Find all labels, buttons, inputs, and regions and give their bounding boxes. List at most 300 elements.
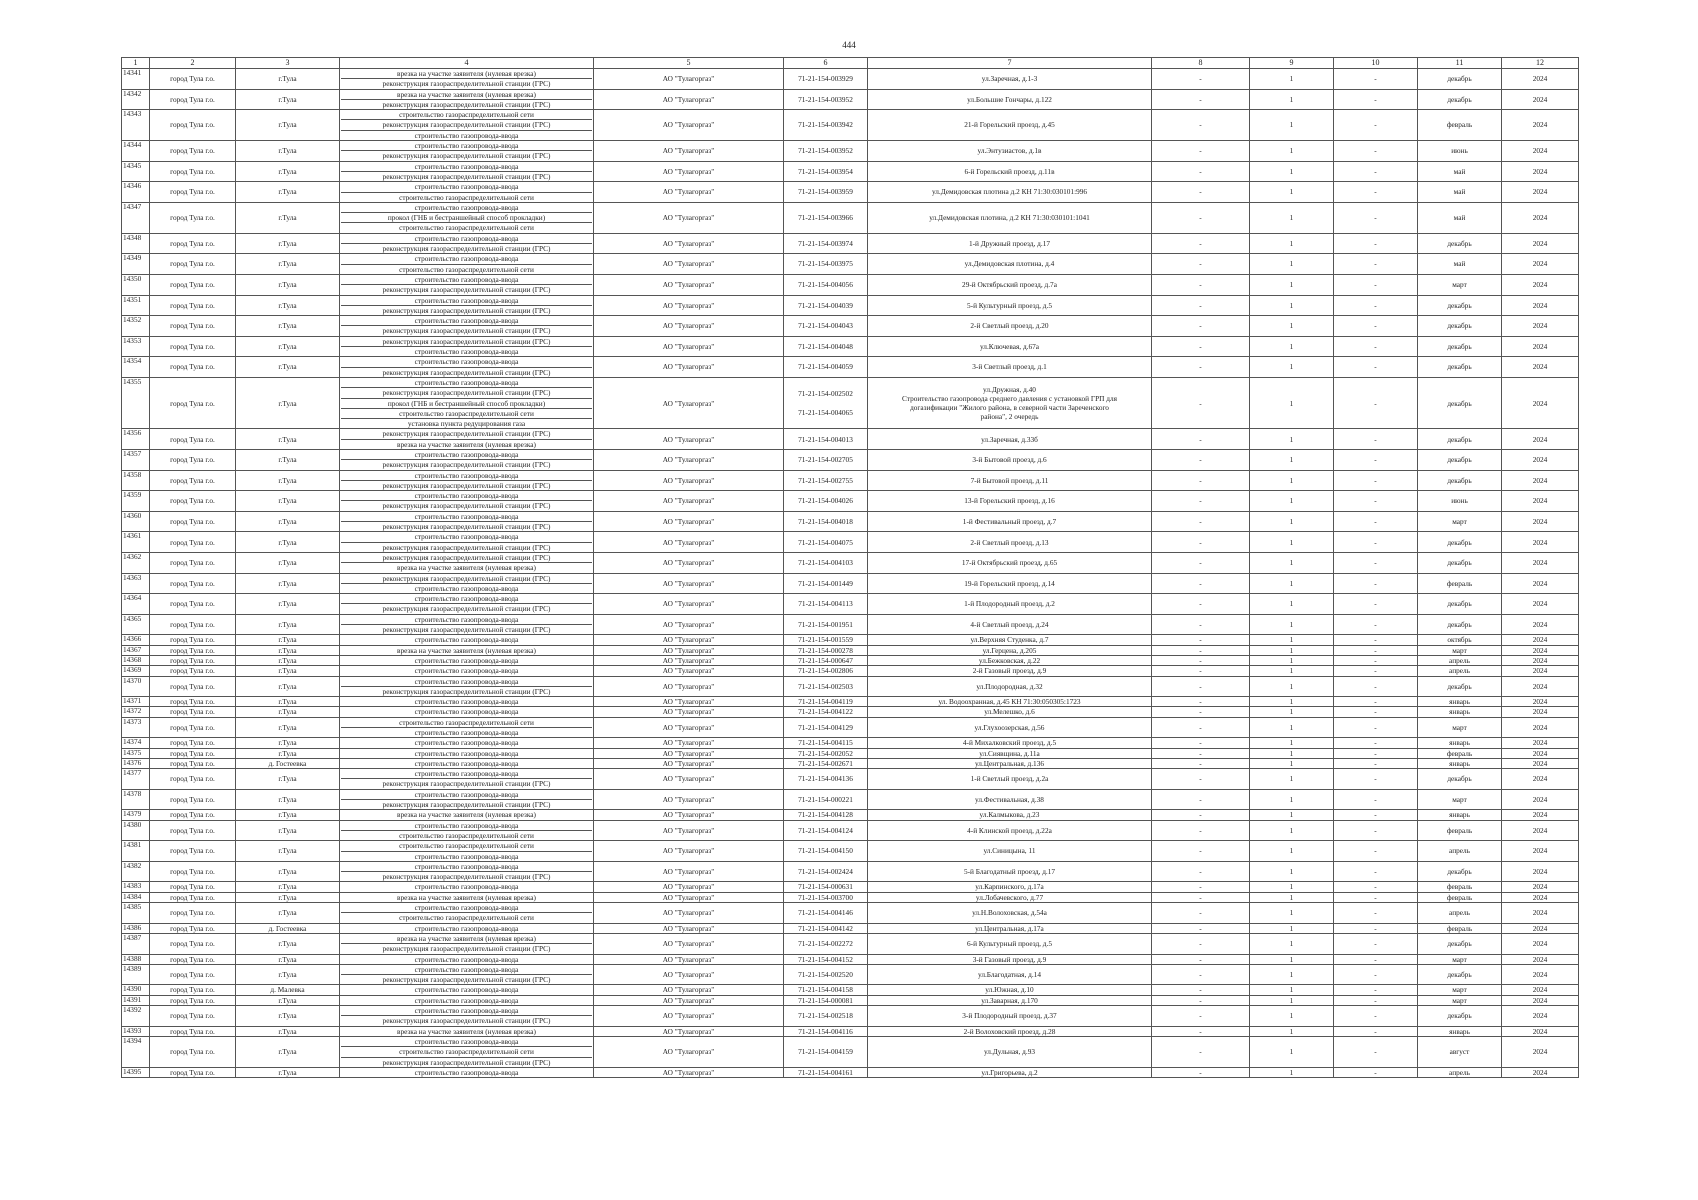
row-number-cell: 14380 [122, 820, 150, 841]
code-cell-line: 71-21-154-004129 [798, 722, 853, 732]
year-cell: 2024 [1502, 985, 1579, 995]
works-cell [340, 511, 594, 532]
works-cell-line: строительство газопровода-ввода [414, 377, 519, 387]
works-cell [340, 933, 594, 954]
address-cell-line: ул.Плодородная, д.32 [976, 681, 1043, 691]
row-number-cell: 14365 [122, 614, 150, 635]
address-cell-line: 3-й Бытовой проезд, д.6 [972, 455, 1047, 465]
table-row [122, 717, 1579, 738]
col9-cell: 1 [1250, 841, 1334, 862]
address-cell-line: ул.Энтузиастов, д.1в [977, 146, 1042, 156]
locality-cell: г.Тула [236, 717, 340, 738]
organization-cell: АО "Тулагоргаз" [594, 985, 784, 995]
col8-cell: - [1152, 964, 1250, 985]
month-cell: март [1418, 789, 1502, 810]
col10-cell: - [1334, 254, 1418, 275]
works-cell [340, 182, 594, 203]
year-cell: 2024 [1502, 274, 1579, 295]
works-cell-line: строительство газопровода-ввода [341, 130, 592, 140]
address-cell [868, 573, 1152, 594]
row-number-cell: 14375 [122, 748, 150, 758]
organization-cell: АО "Тулагоргаз" [594, 933, 784, 954]
address-cell-line: ул.Герцена, д.205 [982, 645, 1037, 655]
works-cell-line: строительство газопровода-ввода [414, 357, 519, 367]
header-cell: 4 [340, 58, 594, 69]
organization-cell: АО "Тулагоргаз" [594, 954, 784, 964]
year-cell: 2024 [1502, 532, 1579, 553]
col9-cell: 1 [1250, 995, 1334, 1005]
address-cell-line: ул.Бежковская, д.22 [978, 655, 1041, 665]
organization-cell: АО "Тулагоргаз" [594, 336, 784, 357]
col8-cell: - [1152, 892, 1250, 902]
header-cell: 12 [1502, 58, 1579, 69]
col8-cell: - [1152, 954, 1250, 964]
municipality-cell: город Тула г.о. [150, 449, 236, 470]
row-number-cell: 14357 [122, 449, 150, 470]
municipality-cell: город Тула г.о. [150, 892, 236, 902]
address-cell [868, 1026, 1152, 1036]
address-cell-line: 5-й Культурный проезд, д.5 [967, 300, 1052, 310]
works-cell-line: врезка на участке заявителя (нулевая врезка) [397, 933, 536, 943]
code-cell-line: 71-21-154-002502 [798, 389, 853, 399]
table-row [122, 738, 1579, 748]
table-row [122, 316, 1579, 337]
municipality-cell: город Тула г.о. [150, 861, 236, 882]
locality-cell: г.Тула [236, 655, 340, 665]
works-cell-line: реконструкция газораспределительной станции (ГРС) [341, 150, 592, 160]
address-cell [868, 666, 1152, 676]
year-cell: 2024 [1502, 511, 1579, 532]
gas-works-table [121, 57, 1579, 1078]
works-cell-line: врезка на участке заявителя (нулевая врезка) [341, 439, 592, 449]
col9-cell: 1 [1250, 141, 1334, 162]
row-number-cell: 14343 [122, 110, 150, 141]
code-cell-line: 71-21-154-003975 [798, 259, 853, 269]
col10-cell: - [1334, 449, 1418, 470]
table-row [122, 820, 1579, 841]
works-cell [340, 769, 594, 790]
code-cell [784, 182, 868, 203]
municipality-cell: город Тула г.о. [150, 707, 236, 717]
address-cell [868, 336, 1152, 357]
month-cell: июнь [1418, 141, 1502, 162]
works-cell-line: строительство газопровода-ввода [414, 676, 519, 686]
year-cell: 2024 [1502, 573, 1579, 594]
col8-cell: - [1152, 89, 1250, 110]
col9-cell: 1 [1250, 573, 1334, 594]
code-cell-line: 71-21-154-000647 [798, 655, 853, 665]
col8-cell: - [1152, 789, 1250, 810]
works-cell-line: реконструкция газораспределительной станции (ГРС) [341, 243, 592, 253]
address-cell [868, 923, 1152, 933]
year-cell: 2024 [1502, 377, 1579, 428]
address-cell-line: ул.Демидовская плотина д.2 КН 71:30:030101:996 [931, 187, 1088, 197]
address-cell-line: ул.Дружная, д.40 [983, 384, 1036, 394]
address-cell [868, 892, 1152, 902]
organization-cell: АО "Тулагоргаз" [594, 511, 784, 532]
year-cell: 2024 [1502, 645, 1579, 655]
col10-cell: - [1334, 707, 1418, 717]
code-cell [784, 645, 868, 655]
municipality-cell: город Тула г.о. [150, 635, 236, 645]
works-cell-line: строительство газопровода-ввода [414, 511, 519, 521]
col9-cell: 1 [1250, 1026, 1334, 1036]
municipality-cell: город Тула г.о. [150, 1067, 236, 1077]
works-cell [340, 841, 594, 862]
table-row [122, 552, 1579, 573]
col8-cell: - [1152, 820, 1250, 841]
table-row [122, 841, 1579, 862]
works-cell-line: строительство газопровода-ввода [414, 161, 519, 171]
row-number-cell: 14377 [122, 769, 150, 790]
code-cell [784, 923, 868, 933]
month-cell: август [1418, 1036, 1502, 1067]
works-cell-line: строительство газопровода-ввода [414, 182, 519, 192]
municipality-cell: город Тула г.о. [150, 676, 236, 697]
code-cell-line: 71-21-154-002806 [798, 666, 853, 676]
works-cell [340, 69, 594, 90]
header-cell: 11 [1418, 58, 1502, 69]
table-row [122, 470, 1579, 491]
year-cell: 2024 [1502, 635, 1579, 645]
col9-cell: 1 [1250, 336, 1334, 357]
month-cell: январь [1418, 697, 1502, 707]
col8-cell: - [1152, 274, 1250, 295]
code-cell-line: 71-21-154-004136 [798, 774, 853, 784]
municipality-cell: город Тула г.о. [150, 110, 236, 141]
col8-cell: - [1152, 449, 1250, 470]
code-cell-line: 71-21-154-003952 [798, 94, 853, 104]
works-cell-line: строительство газопровода-ввода [414, 316, 519, 326]
year-cell: 2024 [1502, 1067, 1579, 1077]
code-cell [784, 1006, 868, 1027]
code-cell [784, 316, 868, 337]
works-cell-line: строительство газопровода-ввода [414, 449, 519, 459]
locality-cell: г.Тула [236, 316, 340, 337]
col8-cell: - [1152, 233, 1250, 254]
col9-cell: 1 [1250, 552, 1334, 573]
works-cell [340, 316, 594, 337]
works-cell-line: врезка на участке заявителя (нулевая врезка) [397, 1026, 536, 1036]
code-cell [784, 892, 868, 902]
code-cell-line: 71-21-154-003929 [798, 74, 853, 84]
works-cell [340, 645, 594, 655]
address-cell [868, 511, 1152, 532]
organization-cell: АО "Тулагоргаз" [594, 141, 784, 162]
month-cell: март [1418, 985, 1502, 995]
row-number-cell: 14347 [122, 202, 150, 233]
code-cell-line: 71-21-154-002755 [798, 475, 853, 485]
works-cell-line: строительство газораспределительной сети [399, 110, 534, 120]
col10-cell: - [1334, 882, 1418, 892]
year-cell: 2024 [1502, 491, 1579, 512]
locality-cell: г.Тула [236, 594, 340, 615]
col10-cell: - [1334, 861, 1418, 882]
organization-cell: АО "Тулагоргаз" [594, 161, 784, 182]
col9-cell: 1 [1250, 758, 1334, 768]
row-number-cell: 14388 [122, 954, 150, 964]
month-cell: декабрь [1418, 357, 1502, 378]
works-cell-line: врезка на участке заявителя (нулевая врезка) [397, 645, 536, 655]
month-cell: декабрь [1418, 532, 1502, 553]
col8-cell: - [1152, 429, 1250, 450]
address-cell [868, 141, 1152, 162]
works-cell-line: строительство газопровода-ввода [341, 851, 592, 861]
col9-cell: 1 [1250, 491, 1334, 512]
address-cell [868, 655, 1152, 665]
month-cell: октябрь [1418, 635, 1502, 645]
col8-cell: - [1152, 316, 1250, 337]
col10-cell: - [1334, 645, 1418, 655]
organization-cell: АО "Тулагоргаз" [594, 182, 784, 203]
organization-cell: АО "Тулагоргаз" [594, 645, 784, 655]
works-cell-line: строительство газопровода-ввода [341, 346, 592, 356]
organization-cell: АО "Тулагоргаз" [594, 254, 784, 275]
col10-cell: - [1334, 985, 1418, 995]
municipality-cell: город Тула г.о. [150, 254, 236, 275]
address-cell-line: ул.Демидовская плотина, д.2 КН 71:30:030101:1041 [929, 213, 1090, 223]
works-cell-line: реконструкция газораспределительной станции (ГРС) [341, 387, 592, 397]
code-cell [784, 429, 868, 450]
address-cell [868, 491, 1152, 512]
works-cell [340, 1006, 594, 1027]
address-cell [868, 861, 1152, 882]
address-cell-line: 3-й Светлый проезд, д.1 [972, 362, 1047, 372]
year-cell: 2024 [1502, 995, 1579, 1005]
code-cell [784, 697, 868, 707]
header-cell: 1 [122, 58, 150, 69]
col8-cell: - [1152, 69, 1250, 90]
address-cell-line: 13-й Горельский проезд, д.16 [964, 496, 1055, 506]
table-row [122, 295, 1579, 316]
municipality-cell: город Тула г.о. [150, 985, 236, 995]
code-cell-line: 71-21-154-001449 [798, 578, 853, 588]
month-cell: май [1418, 254, 1502, 275]
works-cell-line: строительство газопровода-ввода [414, 964, 519, 974]
organization-cell: АО "Тулагоргаз" [594, 295, 784, 316]
works-cell [340, 810, 594, 820]
col10-cell: - [1334, 697, 1418, 707]
col10-cell: - [1334, 470, 1418, 491]
works-cell-line: строительство газопровода-ввода [414, 1067, 519, 1077]
works-cell-line: реконструкция газораспределительной станции (ГРС) [341, 119, 592, 129]
code-cell-line: 71-21-154-002424 [798, 867, 853, 876]
year-cell: 2024 [1502, 110, 1579, 141]
address-cell-line: 4-й Михалковский проезд, д.5 [962, 738, 1057, 748]
works-cell-line: реконструкция газораспределительной станции (ГРС) [341, 521, 592, 531]
col9-cell: 1 [1250, 1006, 1334, 1027]
col8-cell: - [1152, 738, 1250, 748]
works-cell [340, 655, 594, 665]
col9-cell: 1 [1250, 110, 1334, 141]
row-number-cell: 14345 [122, 161, 150, 182]
municipality-cell: город Тула г.о. [150, 491, 236, 512]
row-number-cell: 14363 [122, 573, 150, 594]
month-cell: декабрь [1418, 676, 1502, 697]
works-cell-line: строительство газораспределительной сети [341, 912, 592, 922]
table-row [122, 892, 1579, 902]
table-row [122, 1026, 1579, 1036]
code-cell-line: 71-21-154-004142 [798, 923, 853, 933]
address-cell-line: Строительство газопровода среднего давления с установкой ГРП для [902, 393, 1117, 403]
col8-cell: - [1152, 758, 1250, 768]
col8-cell: - [1152, 202, 1250, 233]
municipality-cell: город Тула г.о. [150, 923, 236, 933]
works-cell-line: реконструкция газораспределительной станции (ГРС) [341, 305, 592, 315]
col9-cell: 1 [1250, 645, 1334, 655]
works-cell [340, 707, 594, 717]
row-number-cell: 14372 [122, 707, 150, 717]
col8-cell: - [1152, 110, 1250, 141]
code-cell [784, 903, 868, 924]
works-cell-line: реконструкция газораспределительной станции (ГРС) [341, 974, 592, 984]
table-row [122, 182, 1579, 203]
locality-cell: г.Тула [236, 161, 340, 182]
month-cell: июнь [1418, 491, 1502, 512]
col8-cell: - [1152, 1026, 1250, 1036]
address-cell-line: ул.Глухоозерская, д.56 [974, 722, 1045, 732]
municipality-cell: город Тула г.о. [150, 336, 236, 357]
table-row [122, 666, 1579, 676]
code-cell-line: 71-21-154-003974 [798, 238, 853, 248]
col10-cell: - [1334, 954, 1418, 964]
month-cell: декабрь [1418, 69, 1502, 90]
works-cell [340, 470, 594, 491]
code-cell [784, 841, 868, 862]
year-cell: 2024 [1502, 233, 1579, 254]
works-cell-line: строительство газопровода-ввода [414, 748, 519, 758]
municipality-cell: город Тула г.о. [150, 789, 236, 810]
code-cell [784, 1067, 868, 1077]
row-number-cell: 14373 [122, 717, 150, 738]
locality-cell: г.Тула [236, 182, 340, 203]
row-number-cell: 14366 [122, 635, 150, 645]
col8-cell: - [1152, 182, 1250, 203]
municipality-cell: город Тула г.о. [150, 357, 236, 378]
col10-cell: - [1334, 89, 1418, 110]
col9-cell: 1 [1250, 182, 1334, 203]
municipality-cell: город Тула г.о. [150, 161, 236, 182]
code-cell-line: 71-21-154-000278 [798, 645, 853, 655]
works-cell-line: строительство газопровода-ввода [414, 995, 519, 1005]
organization-cell: АО "Тулагоргаз" [594, 707, 784, 717]
organization-cell: АО "Тулагоргаз" [594, 357, 784, 378]
code-cell-line: 71-21-154-004116 [798, 1026, 853, 1036]
address-cell-line: 17-й Октябрьский проезд, д.65 [961, 558, 1058, 568]
code-cell-line: 71-21-154-004039 [798, 300, 853, 310]
locality-cell: г.Тула [236, 532, 340, 553]
code-cell [784, 89, 868, 110]
municipality-cell: город Тула г.о. [150, 933, 236, 954]
municipality-cell: город Тула г.о. [150, 532, 236, 553]
row-number-cell: 14389 [122, 964, 150, 985]
works-cell [340, 233, 594, 254]
code-cell [784, 964, 868, 985]
locality-cell: г.Тула [236, 645, 340, 655]
row-number-cell: 14352 [122, 316, 150, 337]
month-cell: декабрь [1418, 89, 1502, 110]
locality-cell: г.Тула [236, 820, 340, 841]
col9-cell: 1 [1250, 470, 1334, 491]
table-row [122, 274, 1579, 295]
address-cell [868, 738, 1152, 748]
row-number-cell: 14392 [122, 1006, 150, 1027]
organization-cell: АО "Тулагоргаз" [594, 470, 784, 491]
col8-cell: - [1152, 377, 1250, 428]
works-cell-line: строительство газопровода-ввода [414, 738, 519, 748]
works-cell-line: строительство газопровода-ввода [414, 697, 519, 707]
locality-cell: г.Тула [236, 635, 340, 645]
locality-cell: г.Тула [236, 995, 340, 1005]
locality-cell: г.Тула [236, 861, 340, 882]
table-row [122, 429, 1579, 450]
code-cell-line: 71-21-154-004103 [798, 558, 853, 568]
code-cell-line: 71-21-154-002705 [798, 455, 853, 465]
works-cell-line: строительство газопровода-ввода [341, 583, 592, 593]
col9-cell: 1 [1250, 789, 1334, 810]
organization-cell: АО "Тулагоргаз" [594, 995, 784, 1005]
month-cell: март [1418, 954, 1502, 964]
month-cell: март [1418, 717, 1502, 738]
month-cell: декабрь [1418, 449, 1502, 470]
month-cell: март [1418, 645, 1502, 655]
works-cell-line: строительство газораспределительной сети [341, 222, 592, 232]
year-cell: 2024 [1502, 717, 1579, 738]
locality-cell: г.Тула [236, 336, 340, 357]
code-cell-line: 71-21-154-002518 [798, 1011, 853, 1021]
address-cell [868, 594, 1152, 615]
col10-cell: - [1334, 429, 1418, 450]
works-cell-line: строительство газопровода-ввода [414, 954, 519, 964]
col8-cell: - [1152, 1006, 1250, 1027]
locality-cell: г.Тула [236, 954, 340, 964]
works-cell [340, 985, 594, 995]
year-cell: 2024 [1502, 316, 1579, 337]
address-cell-line: 2-й Светлый проезд, д.13 [970, 537, 1049, 547]
table-row [122, 1006, 1579, 1027]
header-cell: 7 [868, 58, 1152, 69]
address-cell-line: 29-й Октябрьский проезд, д.7а [962, 280, 1057, 290]
code-cell-line: 71-21-154-003959 [798, 187, 853, 197]
address-cell [868, 676, 1152, 697]
col9-cell: 1 [1250, 511, 1334, 532]
col9-cell: 1 [1250, 769, 1334, 790]
locality-cell: г.Тула [236, 676, 340, 697]
header-cell: 2 [150, 58, 236, 69]
works-cell-line: строительство газопровода-ввода [414, 769, 519, 779]
col8-cell: - [1152, 635, 1250, 645]
code-cell-line: 71-21-154-004124 [798, 825, 853, 835]
col8-cell: - [1152, 511, 1250, 532]
municipality-cell: город Тула г.о. [150, 964, 236, 985]
row-number-cell: 14351 [122, 295, 150, 316]
address-cell-line: 7-й Бытовой проезд, д.11 [970, 475, 1049, 485]
year-cell: 2024 [1502, 666, 1579, 676]
locality-cell: г.Тула [236, 964, 340, 985]
locality-cell: г.Тула [236, 666, 340, 676]
address-cell [868, 69, 1152, 90]
col10-cell: - [1334, 666, 1418, 676]
col10-cell: - [1334, 1006, 1418, 1027]
address-cell-line: ул.Южная, д.10 [985, 985, 1034, 995]
works-cell-line: реконструкция газораспределительной станции (ГРС) [341, 603, 592, 613]
locality-cell: г.Тула [236, 357, 340, 378]
row-number-cell: 14384 [122, 892, 150, 902]
works-cell-line: строительство газопровода-ввода [414, 532, 519, 542]
row-number-cell: 14379 [122, 810, 150, 820]
table-row [122, 903, 1579, 924]
code-cell-line: 71-21-154-004119 [798, 697, 853, 707]
